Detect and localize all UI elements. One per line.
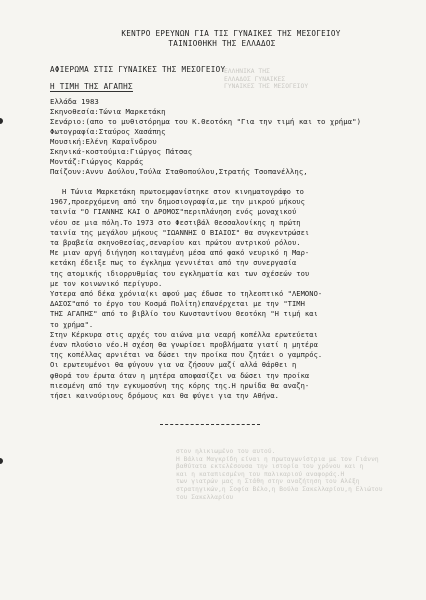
bleed-line: ΕΛΛΑΔΟΣ ΓΥΝΑΙΚΕΣ: [224, 75, 286, 83]
body-line: Η Τώνια Μαρκετάκη πρωτοεμφανίστηκε στον κινηματογράφο το: [62, 187, 304, 196]
body-line: τα βραβεία σκηνοθεσίας,σεναρίου και πρώτου αντρικού ρόλου.: [50, 238, 301, 248]
bleed-line: στρατηγικών,η Σοφία Βέλο,η Βούλα Σακελλαρίου,η Ελιώτου: [176, 485, 383, 493]
bleed-through-top: [224, 68, 308, 91]
bleed-through-bottom: [176, 448, 383, 501]
body-line: της κοπέλλας αρνιέται να δώσει την προίκα που ζητάει ο γαμπρός.: [50, 350, 323, 360]
body-line: ΔΑΣΟΣ"από το έργο του Κοσμά Πολίτη)επανέρχεται με την "ΤΙΜΗ: [50, 299, 305, 309]
film-title: Η ΤΙΜΗ ΤΗΣ ΑΓΑΠΗΣ: [50, 82, 133, 91]
separator-line: [160, 424, 260, 425]
credit-line: Σενάριο:(απο το μυθιστόρημα του Κ.Θεοτόκη "Για την τιμή και το χρήμα"): [50, 117, 362, 126]
bleed-line: στον ηλικιωμένο του αυτού.: [176, 448, 276, 455]
punch-hole-mark: [0, 458, 3, 464]
document-header: [0, 29, 426, 49]
credit-line: Ελλάδα 1983: [50, 97, 99, 106]
bleed-line: των γιατρών μας η Στάθη στην αναζήτηση του Αλέξη: [176, 478, 360, 486]
bleed-line: του Σακελλαρίου: [176, 493, 234, 501]
body-line: ΤΗΣ ΑΓΑΠΗΣ" από το βιβλίο του Κωνσταντίνου Θεοτόκη "Η τιμή και: [50, 309, 318, 319]
credit-line: Παίζουν:Αννυ Δούλου,Τούλα Σταθοπούλου,Στρατής Τσοπανέλλης,: [50, 167, 308, 176]
body-line: με τον κοινωνικό περίγυρο.: [50, 278, 163, 288]
header-line-archive: ΤΑΙΝΙΟΘΗΚΗ ΤΗΣ ΕΛΛΑΔΟΣ: [168, 39, 276, 48]
body-line: τήσει καινούριους δρόμους και θα φύγει για την Αθήνα.: [50, 391, 280, 401]
bleed-line: και η καταπιεσμένη του παλικαριού αναφοράς.Η: [176, 470, 345, 478]
body-line: ταινία της μεγάλου μήκους "ΙΩΑΝΝΗΣ Ο ΒΙΑΙΟΣ" θα συγκεντρώσει: [50, 227, 310, 237]
credit-line: Σκηνοθεσία:Τώνια Μαρκετάκη: [50, 107, 166, 116]
body-line: της ατομικής ιδιορρυθμίας του εγκληματία και των σχέσεών του: [50, 268, 310, 278]
credit-line: Μοντάζ:Γιώργος Καρράς: [50, 157, 144, 166]
body-line: Υστερα από δέκα χρόνια(κι αφού μας έδωσε το τηλεοπτικό "ΛΕΜΟΝΟ-: [50, 289, 323, 299]
credit-line: Μουσική:Ελένη Καραϊνδρου: [50, 137, 157, 146]
bleed-line: βαθύτατα εκτελέσουσα την ιστορία του χρόνου και η: [176, 463, 364, 471]
bleed-line: ΕΛΛΗΝΙΚΑ ΤΗΣ: [224, 68, 270, 75]
body-line: φθορά του έρωτα όταν η μητέρα αποφασίζει να δώσει την προίκα: [50, 370, 310, 380]
credit-line: Φωτογραφία:Σταύρος Χασάπης: [50, 127, 166, 136]
bleed-line: ΓΥΝΑΙΚΕΣ ΤΗΣ ΜΕΣΟΓΕΙΟΥ: [224, 83, 309, 91]
body-line: 1967,προερχόμενη από την δημοσιογραφία,με την μικρού μήκους: [50, 197, 305, 207]
header-line-institute: ΚΕΝΤΡΟ ΕΡΕΥΝΩΝ ΓΙΑ ΤΙΣ ΓΥΝΑΙΚΕΣ ΤΗΣ ΜΕΣΟΓΕΙΟΥ: [121, 29, 341, 38]
film-description: [50, 187, 390, 401]
body-line: έναν πλούσιο νέο.Η σχέση θα γνωρίσει προβλήματα γιατί η μητέρα: [50, 340, 318, 350]
body-line: το χρήμα".: [50, 319, 94, 329]
body-line: νέου σε μια πόλη.Το 1973 στο Φεστιβάλ Θεσσαλονίκης η πρώτη: [50, 217, 301, 227]
bleed-line: Η Βάλια Μαγκρίδη είναι η πρωταγωνίστρια με τον Γιάννη: [176, 455, 379, 463]
body-line: Στην Κέρκυρα στις αρχές του αιώνα μια νεαρή κοπέλλα ερωτεύεται: [50, 329, 318, 339]
punch-hole-mark: [0, 118, 3, 124]
tribute-heading: ΑΦΙΕΡΩΜΑ ΣΤΙΣ ΓΥΝΑΙΚΕΣ ΤΗΣ ΜΕΣΟΓΕΙΟΥ: [50, 65, 226, 74]
body-line: κετάκη έδειξε πως το έγκλημα γεννιέται από την συνεργασία: [50, 258, 297, 268]
film-credits: [50, 97, 361, 177]
body-line: Με μιαν αργή διήγηση κοιταγμένη μέσα από φακό νευρικό η Μαρ-: [50, 248, 310, 258]
body-line: πιεσμένη από την εγκυμοσύνη της κόρης της.Η ηρωίδα θα αναζη-: [50, 380, 310, 390]
body-line: Οι ερωτευμένοι θα φύγουν για να ζήσουν μαζί αλλά θάρθει η: [50, 360, 297, 370]
body-line: ταινία "Ο ΓΙΑΝΝΗΣ ΚΑΙ Ο ΔΡΟΜΟΣ"περιπλάνηση ενός μοναχικού: [50, 207, 297, 217]
credit-line: Σκηνικά-κοστούμια:Γιώργος Πάτσας: [50, 147, 193, 156]
